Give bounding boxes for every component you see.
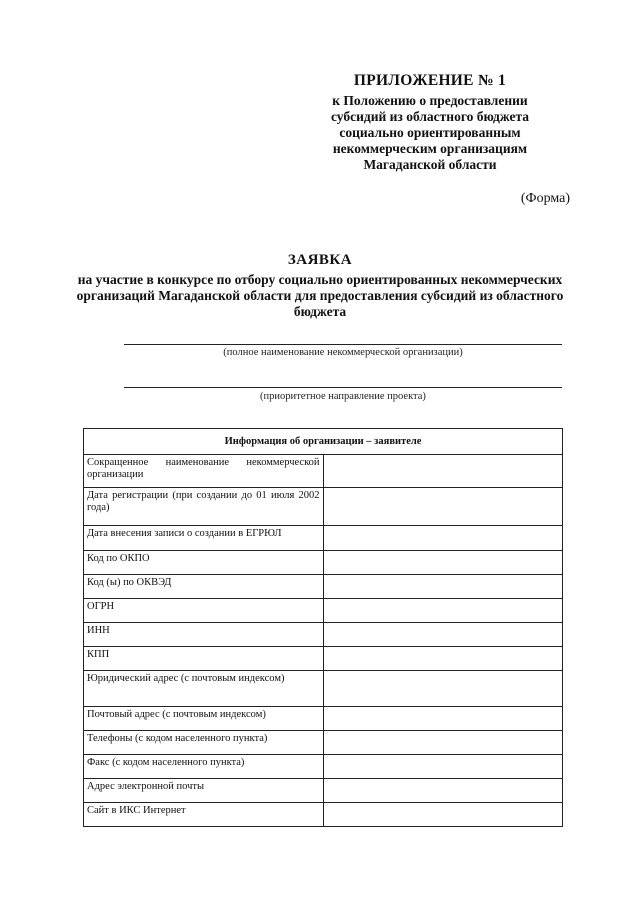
row-value-okpo[interactable] — [323, 551, 563, 575]
row-label-inn: ИНН — [84, 623, 324, 647]
row-label-legal-address: Юридический адрес (с почтовым индексом) — [84, 671, 324, 707]
row-label-website: Сайт в ИКС Интернет — [84, 803, 324, 827]
row-value-phones[interactable] — [323, 731, 563, 755]
table-row — [84, 623, 563, 647]
table-row — [84, 599, 563, 623]
row-value-egrul-date[interactable] — [323, 526, 563, 551]
appendix-line: Магаданской области — [363, 157, 497, 172]
document-subheading: на участие в конкурсе по отбору социально ориентированных некоммерческих организаций Магаданской области для предоставления субсидий из областного бюджета — [76, 272, 564, 319]
row-label-fax: Факс (с кодом населенного пункта) — [84, 755, 324, 779]
row-value-postal-address[interactable] — [323, 707, 563, 731]
form-label: (Форма) — [520, 191, 570, 206]
appendix-block — [300, 72, 560, 173]
appendix-line: социально ориентированным — [339, 125, 521, 140]
table-row — [84, 731, 563, 755]
project-direction-caption: (приоритетное направление проекта) — [260, 391, 426, 402]
table-row — [84, 575, 563, 599]
organization-info-table — [83, 428, 563, 827]
row-value-ogrn[interactable] — [323, 599, 563, 623]
row-value-kpp[interactable] — [323, 647, 563, 671]
row-value-website[interactable] — [323, 803, 563, 827]
row-label-kpp: КПП — [84, 647, 324, 671]
row-label-email: Адрес электронной почты — [84, 779, 324, 803]
table-row — [84, 755, 563, 779]
table-header-row — [84, 429, 563, 455]
table-row — [84, 488, 563, 526]
table-row — [84, 779, 563, 803]
project-direction-line[interactable] — [124, 387, 562, 388]
appendix-title: ПРИЛОЖЕНИЕ № 1 — [353, 72, 507, 89]
row-label-phones: Телефоны (с кодом населенного пункта) — [84, 731, 324, 755]
row-value-inn[interactable] — [323, 623, 563, 647]
row-label-registration-date: Дата регистрации (при создании до 01 июля 2002 года) — [84, 488, 324, 526]
document-heading: ЗАЯВКА — [287, 252, 353, 268]
table-row — [84, 455, 563, 488]
appendix-line: субсидий из областного бюджета — [330, 109, 530, 124]
row-value-fax[interactable] — [323, 755, 563, 779]
appendix-line: некоммерческим организациям — [332, 141, 528, 156]
row-label-short-name: Сокращенное наименование некоммерческой организации — [84, 455, 324, 488]
row-label-postal-address: Почтовый адрес (с почтовым индексом) — [84, 707, 324, 731]
table-row — [84, 647, 563, 671]
org-name-caption: (полное наименование некоммерческой организации) — [223, 347, 463, 358]
row-value-short-name[interactable] — [323, 455, 563, 488]
table-row — [84, 671, 563, 707]
row-value-email[interactable] — [323, 779, 563, 803]
table-row — [84, 526, 563, 551]
org-name-line[interactable] — [124, 344, 562, 345]
row-value-okved[interactable] — [323, 575, 563, 599]
row-value-legal-address[interactable] — [323, 671, 563, 707]
row-label-egrul-date: Дата внесения записи о создании в ЕГРЮЛ — [84, 526, 324, 551]
row-label-okved: Код (ы) по ОКВЭД — [84, 575, 324, 599]
table-row — [84, 551, 563, 575]
table-row — [84, 803, 563, 827]
row-label-okpo: Код по ОКПО — [84, 551, 324, 575]
row-label-ogrn: ОГРН — [84, 599, 324, 623]
appendix-line: к Положению о предоставлении — [332, 93, 528, 108]
table-title: Информация об организации – заявителе — [84, 429, 563, 455]
table-row — [84, 707, 563, 731]
row-value-registration-date[interactable] — [323, 488, 563, 526]
